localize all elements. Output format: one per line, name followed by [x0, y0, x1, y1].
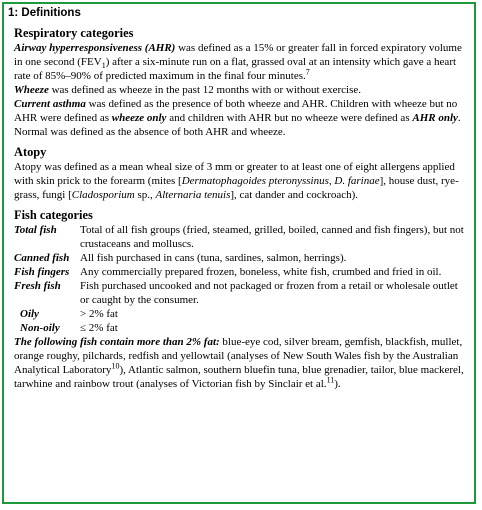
ahr-reference: 7	[305, 67, 310, 77]
fish-definition-row	[14, 223, 466, 251]
fish-term: Fish fingers	[14, 266, 70, 278]
following-text-2: ), Atlantic salmon, southern bluefin tuna, blue grenadier, tailor, blue mackerel, tarwhine and rainbow trout (analyses of Victorian fish by Sinclair et al.	[14, 364, 464, 390]
atopy-text-2: ], house dust, rye-grass, fungi [	[14, 175, 459, 201]
oily-fish-list	[14, 335, 466, 391]
current-asthma-definition	[14, 97, 466, 139]
fish-term: Total fish	[14, 224, 57, 236]
following-text-1: blue-eye cod, silver bream, gemfish, blackfish, mullet, orange roughy, pilchards, redfish and yellowtail (analyses of New South Wales fish by the Australian Analytical Laboratory	[14, 336, 463, 376]
ahr-only-term: AHR only	[412, 112, 458, 124]
fat-description: > 2% fat	[80, 308, 118, 320]
following-term: The following fish contain more than 2% fat:	[14, 336, 220, 348]
wheeze-text: was defined as wheeze in the past 12 months with or without exercise.	[48, 84, 362, 96]
ahr-text-1: was defined as a 15% or greater fall in forced expiratory volume in one second (FEV	[14, 42, 462, 68]
wheeze-definition	[14, 83, 466, 97]
mites-species: Dermatophagoides pteronyssinus, D. farinae	[181, 175, 380, 187]
fish-definition-row	[14, 279, 466, 307]
box-title: 1: Definitions	[8, 7, 81, 19]
wheeze-only-term: wheeze only	[111, 112, 167, 124]
ahr-term: Airway hyperresponsiveness (AHR)	[14, 42, 176, 54]
ahr-text-2: ) after a six-minute run on a flat, grassed oval at an intensity which gave a heart rate of 85%–90% of predicted maximum in the final four minutes.	[14, 56, 457, 82]
current-text-2: and children with AHR but no wheeze were defined as	[166, 112, 413, 124]
atopy-text-1: Atopy was defined as a mean wheal size of 3 mm or greater to at least one of eight allergens applied with skin prick to the forearm (mites [	[14, 161, 455, 187]
fish-description: Total of all fish groups (fried, steamed, grilled, boiled, canned and fish fingers), but not crustaceans and molluscs.	[80, 224, 464, 250]
atopy-definition	[14, 160, 466, 202]
definitions-content	[14, 26, 466, 391]
fish-definition-row	[14, 265, 466, 279]
fish-description: Fish purchased uncooked and not packaged or frozen from a retail or wholesale outlet or caught by the consumer.	[80, 280, 458, 306]
fish-description: All fish purchased in cans (tuna, sardines, salmon, herrings).	[80, 252, 347, 264]
fat-term: Oily	[20, 308, 39, 320]
ahr-definition	[14, 41, 466, 83]
fat-description: ≤ 2% fat	[80, 322, 118, 334]
wheeze-term: Wheeze	[14, 84, 49, 96]
atopy-heading: Atopy	[14, 145, 47, 159]
fish-term: Fresh fish	[14, 280, 61, 292]
fat-term: Non-oily	[20, 322, 60, 334]
fungi-species: Cladosporium	[71, 189, 135, 201]
alternaria-species: Alternaria tenuis	[155, 189, 231, 201]
respiratory-heading: Respiratory categories	[14, 26, 134, 40]
fat-row	[14, 321, 466, 335]
atopy-text-4: ], cat dander and cockroach).	[230, 189, 359, 201]
fat-row	[14, 307, 466, 321]
fev-subscript: 1	[101, 61, 106, 71]
fish-description: Any commercially prepared frozen, boneless, white fish, crumbed and fried in oil.	[80, 266, 442, 278]
definitions-box	[2, 2, 476, 504]
fish-term: Canned fish	[14, 252, 70, 264]
reference-10: 10	[111, 361, 120, 371]
current-text-3: . Normal was defined as the absence of both AHR and wheeze.	[14, 112, 461, 138]
fish-definition-row	[14, 251, 466, 265]
fish-heading: Fish categories	[14, 208, 93, 222]
current-text-1: was defined as the presence of both wheeze and AHR. Children with wheeze but no AHR were defined as	[14, 98, 458, 124]
current-asthma-term: Current asthma	[14, 98, 86, 110]
atopy-text-3: sp.,	[134, 189, 156, 201]
reference-11: 11	[326, 375, 335, 385]
following-text-3: ).	[334, 378, 341, 390]
